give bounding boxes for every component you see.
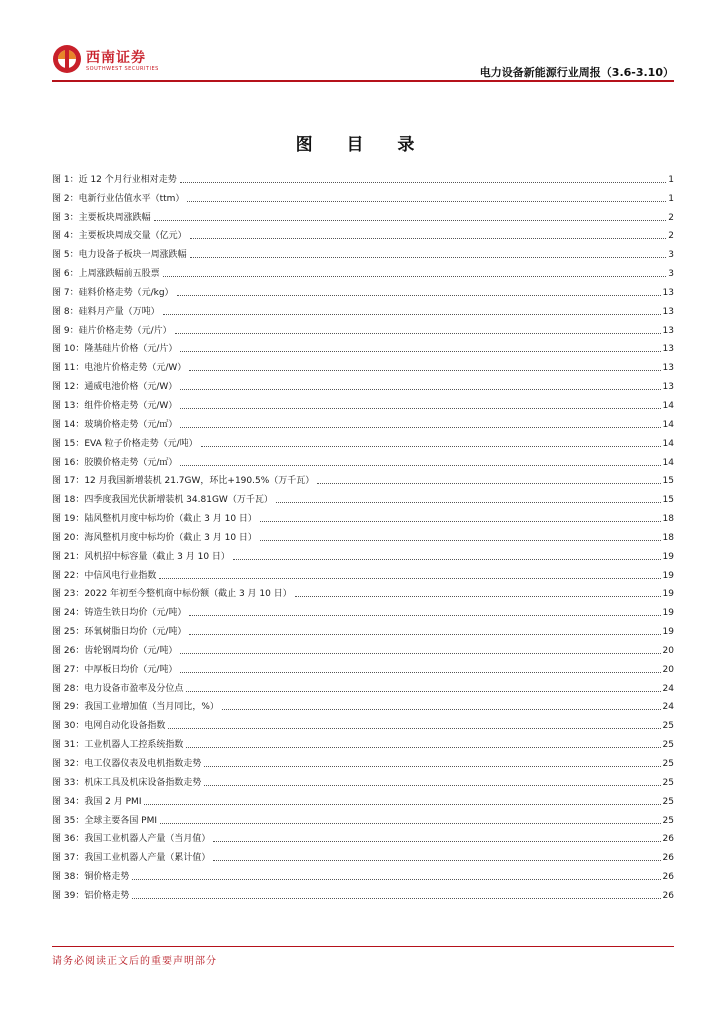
figure-list-title: 图 目 录 [295, 135, 429, 155]
toc-leader-dots [213, 841, 660, 842]
toc-entry[interactable] [52, 638, 674, 657]
toc-leader-dots [190, 238, 667, 239]
toc-entry-label: 图 37：我国工业机器人产量（累计值） [52, 853, 211, 864]
toc-entry-page-number: 1 [668, 174, 674, 185]
toc-entry-page-number: 24 [662, 702, 674, 713]
toc-entry-page-number: 26 [662, 890, 674, 901]
toc-leader-dots [154, 220, 667, 221]
toc-entry-label: 图 38：铜价格走势 [52, 872, 130, 883]
toc-entry-label: 图 10：隆基硅片价格（元/片） [52, 344, 178, 355]
toc-entry[interactable] [52, 789, 674, 808]
toc-entry[interactable] [52, 864, 674, 883]
toc-entry-label: 图 33：机床工具及机床设备指数走势 [52, 777, 202, 788]
toc-leader-dots [189, 615, 660, 616]
toc-entry-page-number: 18 [662, 532, 674, 543]
toc-leader-dots [213, 860, 660, 861]
toc-entry[interactable] [52, 355, 674, 374]
toc-entry-label: 图 34：我国 2 月 PMI [52, 796, 142, 807]
toc-entry[interactable] [52, 845, 674, 864]
toc-entry[interactable] [52, 827, 674, 846]
toc-entry[interactable] [52, 751, 674, 770]
toc-entry-page-number: 20 [662, 664, 674, 675]
toc-leader-dots [189, 634, 660, 635]
toc-entry-page-number: 26 [662, 872, 674, 883]
company-logo [52, 44, 212, 78]
toc-entry-page-number: 3 [668, 269, 674, 280]
toc-entry[interactable] [52, 393, 674, 412]
logo-english-name: SOUTHWEST SECURITIES [86, 66, 159, 72]
toc-entry-page-number: 3 [668, 250, 674, 261]
toc-entry-label: 图 39：铝价格走势 [52, 890, 130, 901]
toc-entry-label: 图 2：电新行业估值水平（ttm） [52, 193, 185, 204]
toc-entry-page-number: 25 [662, 796, 674, 807]
toc-entry-label: 图 19：陆风整机月度中标均价（截止 3 月 10 日） [52, 514, 257, 525]
toc-leader-dots [201, 446, 661, 447]
toc-entry-page-number: 15 [662, 495, 674, 506]
toc-entry[interactable] [52, 412, 674, 431]
toc-entry[interactable] [52, 525, 674, 544]
toc-entry-label: 图 8：硅料月产量（万吨） [52, 306, 160, 317]
toc-leader-dots [159, 578, 660, 579]
toc-entry-label: 图 28：电力设备市盈率及分位点 [52, 683, 184, 694]
toc-leader-dots [189, 370, 660, 371]
toc-entry[interactable] [52, 487, 674, 506]
toc-leader-dots [132, 879, 660, 880]
toc-entry-page-number: 25 [662, 740, 674, 751]
toc-entry-page-number: 19 [662, 627, 674, 638]
toc-entry-label: 图 35：全球主要各国 PMI [52, 815, 158, 826]
toc-entry[interactable] [52, 374, 674, 393]
toc-entry-page-number: 25 [662, 815, 674, 826]
toc-entry[interactable] [52, 261, 674, 280]
toc-entry-page-number: 15 [662, 476, 674, 487]
toc-entry-page-number: 13 [662, 306, 674, 317]
toc-leader-dots [180, 653, 660, 654]
toc-leader-dots [163, 276, 667, 277]
toc-leader-dots [180, 408, 660, 409]
toc-entry[interactable] [52, 657, 674, 676]
header-divider [52, 80, 674, 82]
toc-entry-label: 图 14：玻璃价格走势（元/㎡） [52, 419, 178, 430]
toc-entry-label: 图 4：主要板块周成交量（亿元） [52, 231, 187, 242]
report-title: 电力设备新能源行业周报（3.6-3.10） [479, 66, 674, 79]
toc-leader-dots [186, 691, 660, 692]
toc-entry-label: 图 24：铸造生铁日均价（元/吨） [52, 608, 187, 619]
toc-entry[interactable] [52, 186, 674, 205]
toc-leader-dots [180, 672, 660, 673]
toc-entry-label: 图 1：近 12 个月行业相对走势 [52, 174, 177, 185]
toc-entry[interactable] [52, 224, 674, 243]
toc-entry[interactable] [52, 582, 674, 601]
footer-divider [52, 946, 674, 947]
toc-entry[interactable] [52, 883, 674, 902]
toc-entry[interactable] [52, 600, 674, 619]
toc-entry-label: 图 7：硅料价格走势（元/kg） [52, 287, 174, 298]
toc-entry[interactable] [52, 337, 674, 356]
toc-entry-page-number: 19 [662, 570, 674, 581]
toc-entry-label: 图 3：主要板块周涨跌幅 [52, 212, 151, 223]
toc-leader-dots [260, 521, 661, 522]
toc-leader-dots [168, 728, 660, 729]
toc-leader-dots [204, 766, 660, 767]
toc-entry-label: 图 25：环氧树脂日均价（元/吨） [52, 627, 187, 638]
toc-entry[interactable] [52, 506, 674, 525]
toc-entry-label: 图 5：电力设备子板块一周涨跌幅 [52, 250, 187, 261]
toc-leader-dots [144, 804, 660, 805]
toc-entry-page-number: 1 [668, 193, 674, 204]
toc-leader-dots [180, 465, 660, 466]
toc-entry-page-number: 13 [662, 325, 674, 336]
toc-entry-page-number: 25 [662, 777, 674, 788]
toc-entry-page-number: 14 [662, 419, 674, 430]
toc-entry-label: 图 22：中信风电行业指数 [52, 570, 157, 581]
toc-entry-page-number: 14 [662, 438, 674, 449]
toc-leader-dots [187, 201, 666, 202]
toc-entry-label: 图 29：我国工业增加值（当月同比，%） [52, 702, 219, 713]
toc-leader-dots [160, 823, 661, 824]
toc-entry-label: 图 6：上周涨跌幅前五股票 [52, 269, 160, 280]
toc-leader-dots [204, 785, 660, 786]
toc-entry-page-number: 13 [662, 363, 674, 374]
toc-leader-dots [180, 351, 660, 352]
toc-entry-page-number: 25 [662, 721, 674, 732]
toc-entry-label: 图 21：风机招中标容量（截止 3 月 10 日） [52, 551, 230, 562]
toc-entry-page-number: 24 [662, 683, 674, 694]
toc-entry-label: 图 17：12 月我国新增装机 21.7GW，环比+190.5%（万千瓦） [52, 476, 315, 487]
toc-entry[interactable] [52, 713, 674, 732]
toc-entry-label: 图 27：中厚板日均价（元/吨） [52, 664, 178, 675]
toc-entry-page-number: 20 [662, 645, 674, 656]
toc-entry[interactable] [52, 318, 674, 337]
toc-entry[interactable] [52, 732, 674, 751]
toc-entry-page-number: 26 [662, 834, 674, 845]
toc-entry-label: 图 32：电工仪器仪表及电机指数走势 [52, 759, 202, 769]
toc-entry-label: 图 31：工业机器人工控系统指数 [52, 740, 184, 751]
disclaimer-note: 请务必阅读正文后的重要声明部分 [52, 956, 217, 967]
toc-entry-page-number: 2 [668, 231, 674, 242]
toc-entry-label: 图 9：硅片价格走势（元/片） [52, 325, 172, 336]
toc-leader-dots [177, 295, 661, 296]
toc-leader-dots [233, 559, 661, 560]
toc-leader-dots [132, 898, 660, 899]
toc-leader-dots [276, 502, 661, 503]
toc-entry[interactable] [52, 619, 674, 638]
toc-entry-label: 图 18：四季度我国光伏新增装机 34.81GW（万千瓦） [52, 495, 273, 506]
toc-entry-page-number: 2 [668, 212, 674, 223]
toc-leader-dots [175, 333, 661, 334]
toc-entry-page-number: 18 [662, 514, 674, 525]
toc-entry[interactable] [52, 299, 674, 318]
toc-entry-label: 图 26：齿轮钢周均价（元/吨） [52, 645, 178, 656]
toc-entry-label: 图 20：海风整机月度中标均价（截止 3 月 10 日） [52, 532, 257, 543]
toc-entry[interactable] [52, 167, 674, 186]
toc-entry-page-number: 13 [662, 287, 674, 298]
toc-entry[interactable] [52, 808, 674, 827]
toc-entry[interactable] [52, 280, 674, 299]
toc-entry-page-number: 14 [662, 457, 674, 468]
figure-list [52, 167, 674, 902]
page-header [52, 44, 674, 82]
toc-entry-label: 图 30：电网自动化设备指数 [52, 721, 166, 732]
toc-entry[interactable] [52, 676, 674, 695]
toc-entry[interactable] [52, 431, 674, 450]
toc-leader-dots [163, 314, 661, 315]
toc-entry[interactable] [52, 469, 674, 488]
toc-leader-dots [180, 389, 660, 390]
toc-entry-page-number: 13 [662, 344, 674, 355]
toc-leader-dots [317, 483, 660, 484]
toc-leader-dots [180, 182, 667, 183]
toc-entry-page-number: 26 [662, 853, 674, 864]
toc-entry-label: 图 16：胶膜价格走势（元/㎡） [52, 457, 178, 468]
toc-entry-label: 图 11：电池片价格走势（元/W） [52, 363, 187, 374]
toc-entry-label: 图 12：通威电池价格（元/W） [52, 382, 178, 393]
toc-leader-dots [222, 709, 661, 710]
toc-leader-dots [186, 747, 660, 748]
toc-entry-label: 图 36：我国工业机器人产量（当月值） [52, 834, 211, 845]
toc-entry[interactable] [52, 770, 674, 789]
toc-entry[interactable] [52, 563, 674, 582]
logo-chinese-name: 西南证券 [86, 50, 146, 66]
toc-entry-page-number: 19 [662, 551, 674, 562]
toc-leader-dots [260, 540, 661, 541]
toc-entry[interactable] [52, 242, 674, 261]
toc-entry-page-number: 14 [662, 400, 674, 411]
toc-leader-dots [295, 596, 661, 597]
toc-leader-dots [190, 257, 667, 258]
toc-entry-label: 图 23：2022 年初至今整机商中标份额（截止 3 月 10 日） [52, 589, 292, 600]
toc-entry-label: 图 13：组件价格走势（元/W） [52, 400, 178, 411]
toc-entry-page-number: 13 [662, 382, 674, 393]
toc-entry-page-number: 25 [662, 759, 674, 769]
toc-entry[interactable] [52, 450, 674, 469]
toc-entry-label: 图 15：EVA 粒子价格走势（元/吨） [52, 438, 198, 449]
southwest-securities-logo-icon [52, 44, 82, 74]
toc-entry-page-number: 19 [662, 608, 674, 619]
toc-entry[interactable] [52, 695, 674, 714]
toc-entry[interactable] [52, 205, 674, 224]
toc-entry-page-number: 19 [662, 589, 674, 600]
toc-entry[interactable] [52, 544, 674, 563]
toc-leader-dots [180, 427, 660, 428]
